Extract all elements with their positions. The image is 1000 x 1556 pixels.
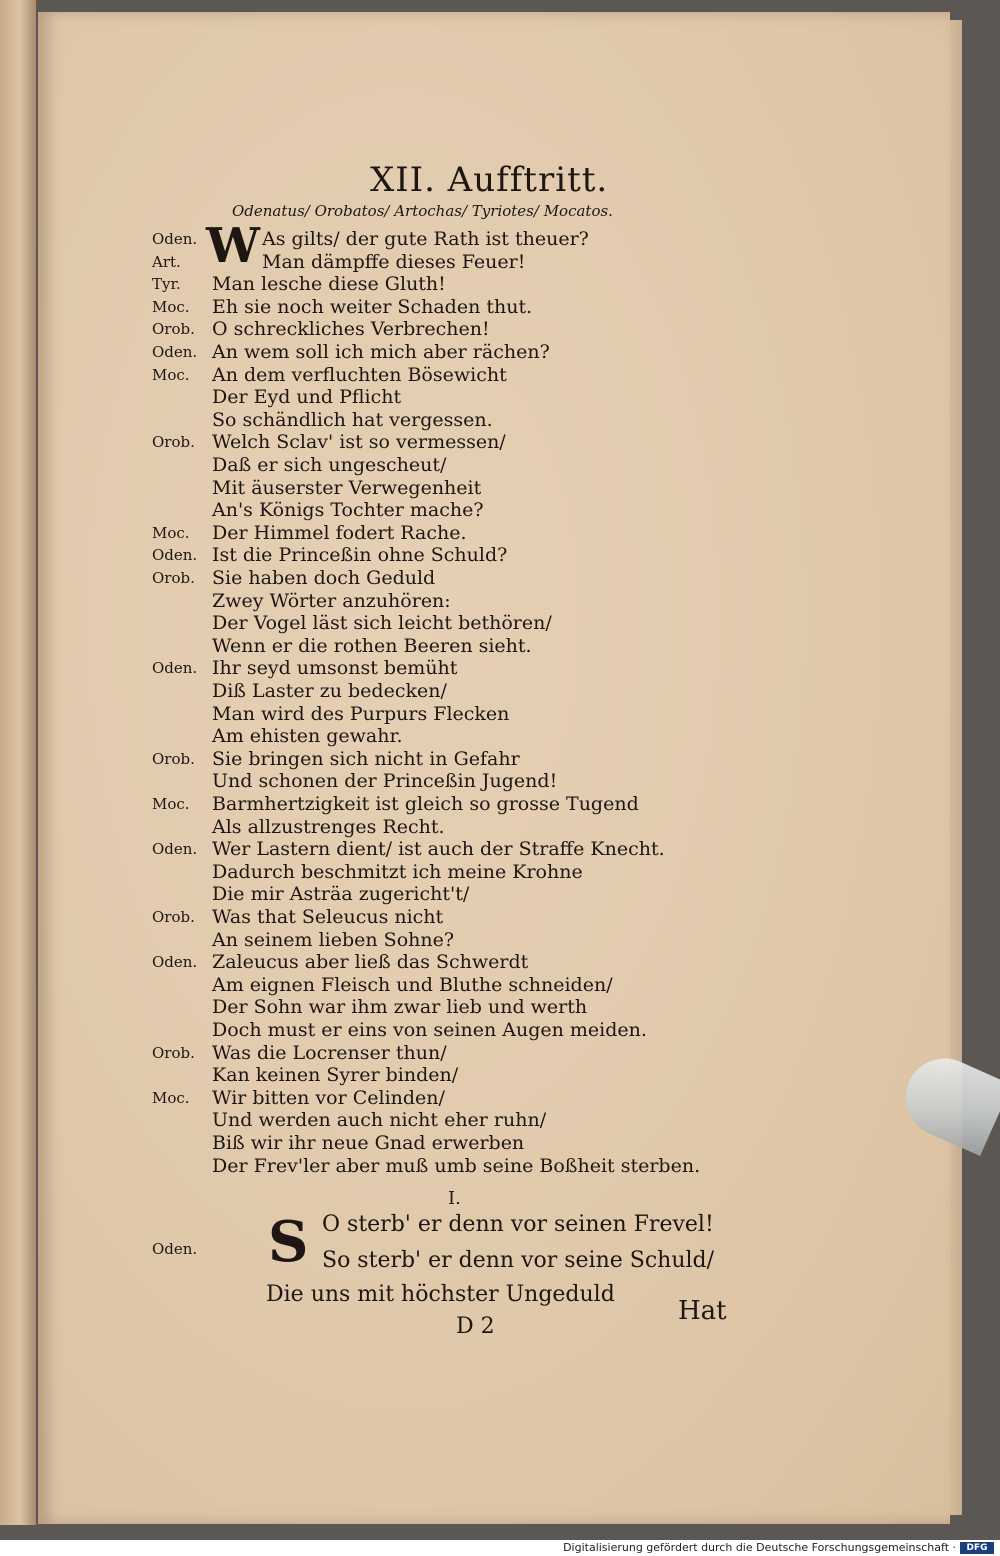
dialogue-line: Und werden auch nicht eher ruhn/ xyxy=(212,1109,547,1131)
dialogue-line: Und schonen der Princeßin Jugend! xyxy=(212,770,558,792)
dialogue-line: An seinem lieben Sohne? xyxy=(212,929,455,951)
dialogue-line: Als allzustrenges Recht. xyxy=(212,816,445,838)
speaker-label: Orob. xyxy=(152,1044,195,1062)
dialogue-line: Man dämpffe dieses Feuer! xyxy=(262,251,526,273)
aria-number: I. xyxy=(448,1188,461,1209)
dialogue-line: As gilts/ der gute Rath ist theuer? xyxy=(262,228,589,250)
speaker-label: Orob. xyxy=(152,750,195,768)
dialogue-line: Am eignen Fleisch und Bluthe schneiden/ xyxy=(212,974,613,996)
speaker-label: Moc. xyxy=(152,366,190,384)
dialogue-line: Biß wir ihr neue Gnad erwerben xyxy=(212,1132,525,1154)
dialogue-line: Wer Lastern dient/ ist auch der Straffe Knecht. xyxy=(212,838,665,860)
catchword: Hat xyxy=(678,1296,727,1326)
dialogue-line: Eh sie noch weiter Schaden thut. xyxy=(212,296,533,318)
speaker-label: Tyr. xyxy=(152,275,181,293)
dialogue-line: Zaleucus aber ließ das Schwerdt xyxy=(212,951,529,973)
dialogue-line: Diß Laster zu bedecken/ xyxy=(212,680,447,702)
left-page-edge xyxy=(0,0,36,1525)
dialogue-line: Ist die Princeßin ohne Schuld? xyxy=(212,544,508,566)
dialogue-line: Der Himmel fodert Rache. xyxy=(212,522,467,544)
dialogue-line: Was die Locrenser thun/ xyxy=(212,1042,447,1064)
speaker-label: Moc. xyxy=(152,298,190,316)
dialogue-line: Ihr seyd umsonst bemüht xyxy=(212,657,458,679)
speaker-label: Orob. xyxy=(152,320,195,338)
scene-heading: XII. Aufftritt. xyxy=(370,160,609,200)
speaker-label: Orob. xyxy=(152,433,195,451)
dialogue-line: Wenn er die rothen Beeren sieht. xyxy=(212,635,532,657)
dialogue-line: Man wird des Purpurs Flecken xyxy=(212,703,510,725)
speaker-label: Oden. xyxy=(152,343,198,361)
speaker-label: Oden. xyxy=(152,546,198,564)
speaker-label: Oden. xyxy=(152,953,198,971)
dialogue-line: Der Eyd und Pflicht xyxy=(212,386,402,408)
cast-list: Odenatus/ Orobatos/ Artochas/ Tyriotes/ Mocatos. xyxy=(232,202,613,220)
speaker-label: Orob. xyxy=(152,908,195,926)
dialogue-line: O schreckliches Verbrechen! xyxy=(212,318,490,340)
dialogue-line: Wir bitten vor Celinden/ xyxy=(212,1087,445,1109)
footer-credit: Digitalisierung gefördert durch die Deutsche Forschungsgemeinschaft · xyxy=(563,1541,956,1554)
aria-line: O sterb' er denn vor seinen Frevel! xyxy=(322,1212,714,1237)
dialogue-line: Welch Sclav' ist so vermessen/ xyxy=(212,431,506,453)
drop-initial-s: S xyxy=(268,1209,309,1275)
dialogue-line: Sie bringen sich nicht in Gefahr xyxy=(212,748,520,770)
dialogue-line: So schändlich hat vergessen. xyxy=(212,409,493,431)
signature-mark: D 2 xyxy=(456,1314,495,1339)
dialogue-line: Der Sohn war ihm zwar lieb und werth xyxy=(212,996,588,1018)
speaker-label: Orob. xyxy=(152,569,195,587)
dialogue-line: Barmhertzigkeit ist gleich so grosse Tugend xyxy=(212,793,639,815)
dialogue-line: An wem soll ich mich aber rächen? xyxy=(212,341,550,363)
dialogue-line: Was that Seleucus nicht xyxy=(212,906,444,928)
speaker-label: Oden. xyxy=(152,840,198,858)
dialogue-line: Die mir Asträa zugericht't/ xyxy=(212,883,470,905)
dialogue-line: Am ehisten gewahr. xyxy=(212,725,403,747)
dialogue-line: Doch must er eins von seinen Augen meiden. xyxy=(212,1019,647,1041)
speaker-label: Moc. xyxy=(152,524,190,542)
dialogue-line: Sie haben doch Geduld xyxy=(212,567,436,589)
aria-line: So sterb' er denn vor seine Schuld/ xyxy=(322,1248,715,1273)
dialogue-line: Der Frev'ler aber muß umb seine Boßheit sterben. xyxy=(212,1155,701,1177)
dialogue-line: An's Königs Tochter mache? xyxy=(212,499,484,521)
dialogue-line: An dem verfluchten Bösewicht xyxy=(212,364,507,386)
dialogue-line: Zwey Wörter anzuhören: xyxy=(212,590,451,612)
drop-initial-w: W xyxy=(206,218,260,274)
dialogue-line: Der Vogel läst sich leicht bethören/ xyxy=(212,612,552,634)
speaker-label: Art. xyxy=(152,253,181,271)
dialogue-line: Daß er sich ungescheut/ xyxy=(212,454,447,476)
dialogue-line: Kan keinen Syrer binden/ xyxy=(212,1064,459,1086)
aria-line: Die uns mit höchster Ungeduld xyxy=(266,1282,615,1307)
dfg-logo: DFG xyxy=(960,1542,994,1554)
aria-speaker: Oden. xyxy=(152,1240,198,1258)
dialogue-line: Man lesche diese Gluth! xyxy=(212,273,446,295)
speaker-label: Moc. xyxy=(152,1089,190,1107)
dialogue-line: Mit äuserster Verwegenheit xyxy=(212,477,482,499)
speaker-label: Moc. xyxy=(152,795,190,813)
speaker-label: Oden. xyxy=(152,659,198,677)
speaker-label: Oden. xyxy=(152,230,198,248)
dialogue-line: Dadurch beschmitzt ich meine Krohne xyxy=(212,861,583,883)
